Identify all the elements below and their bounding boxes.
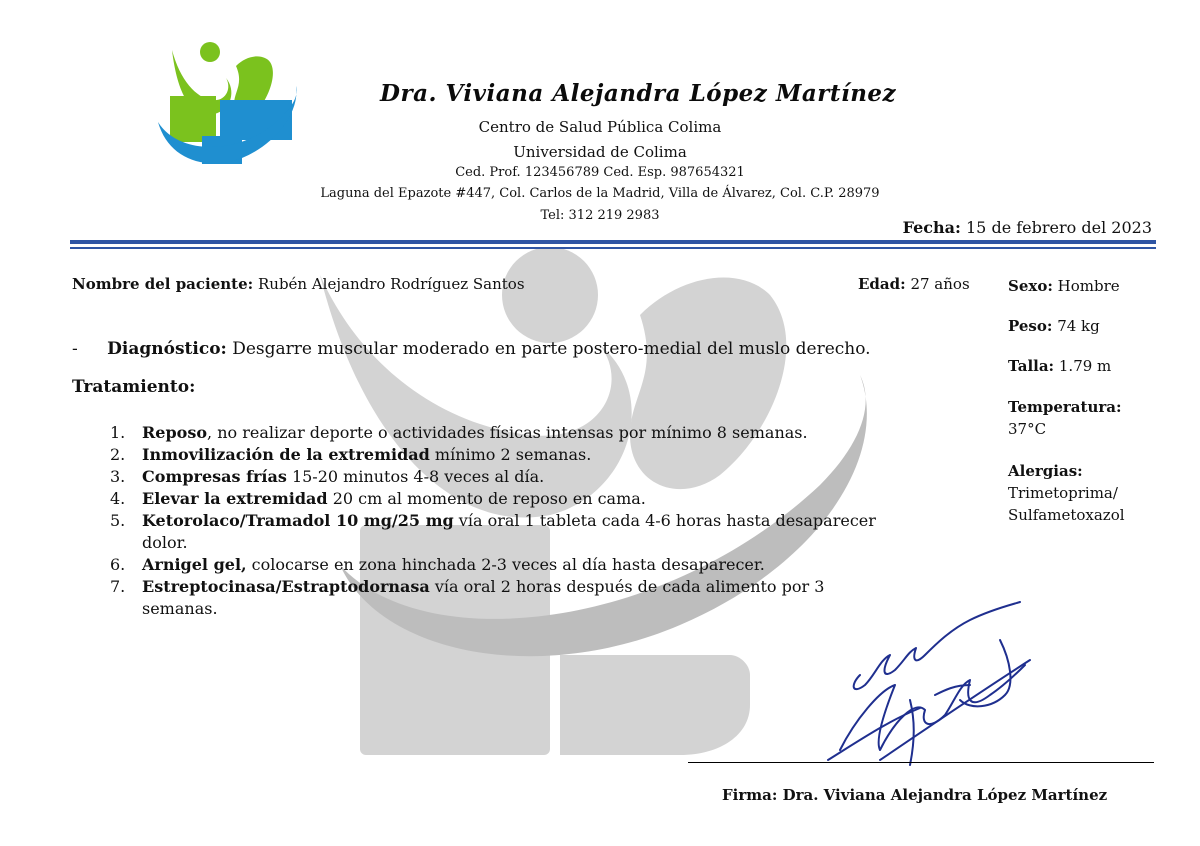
temperature-value: 37°C [1008, 420, 1047, 438]
treatment-item [110, 466, 900, 488]
treatment-item [110, 510, 900, 554]
patient-age [858, 275, 970, 293]
treatment-item-text: vía oral 1 tableta cada 4-6 horas hasta desaparecer dolor. [142, 511, 876, 552]
height-label: Talla: [1008, 357, 1055, 375]
treatment-item-text: mínimo 2 semanas. [429, 445, 592, 464]
treatment-item-number: 2. [110, 445, 126, 464]
date-value: 15 de febrero del 2023 [966, 218, 1152, 237]
clinic-address: Laguna del Epazote #447, Col. Carlos de la Madrid, Villa de Álvarez, Col. C.P. 28979 [320, 186, 880, 201]
clinic-phone: Tel: 312 219 2983 [540, 208, 660, 223]
signature-label: Firma: Dra. Viviana Alejandra López Martínez [722, 786, 1108, 804]
sex-value: Hombre [1057, 277, 1120, 295]
diagnosis-label: Diagnóstico: [107, 339, 227, 359]
treatment-item-name: Elevar la extremidad [142, 489, 328, 508]
treatment-item-number: 3. [110, 467, 126, 486]
treatment-item [110, 554, 900, 576]
treatment-item-name: Arnigel gel, [142, 555, 247, 574]
treatment-item-text: vía oral 2 horas después de cada alimento por 3 semanas. [142, 577, 825, 618]
date-label: Fecha: [902, 218, 961, 237]
patient-weight [1008, 315, 1100, 337]
treatment-item-text: 15-20 minutos 4-8 veces al día. [286, 467, 545, 486]
treatment-item-name: Ketorolaco/Tramadol 10 mg/25 mg [142, 511, 454, 530]
temperature-label: Temperatura: [1008, 398, 1122, 416]
sex-label: Sexo: [1008, 277, 1053, 295]
weight-label: Peso: [1008, 317, 1053, 335]
treatment-item [110, 422, 900, 444]
professional-ids: Ced. Prof. 123456789 Ced. Esp. 987654321 [455, 165, 745, 180]
treatment-item-name: Compresas frías [142, 467, 287, 486]
patient-name-label: Nombre del paciente: [72, 275, 254, 293]
patient-temperature [1008, 396, 1122, 440]
patient-allergies [1008, 460, 1125, 526]
treatment-item-text: , no realizar deporte o actividades físicas intensas por mínimo 8 semanas. [207, 423, 808, 442]
treatment-item-text: 20 cm al momento de reposo en cama. [327, 489, 646, 508]
age-label: Edad: [858, 275, 906, 293]
diagnosis-text: Desgarre muscular moderado en parte postero-medial del muslo derecho. [232, 339, 871, 359]
weight-value: 74 kg [1057, 317, 1100, 335]
patient-name-value: Rubén Alejandro Rodríguez Santos [257, 275, 525, 293]
treatment-item-number: 7. [110, 577, 126, 596]
treatment-item-number: 6. [110, 555, 126, 574]
treatment-item [110, 444, 900, 466]
treatment-title: Tratamiento: [72, 377, 196, 397]
header-rule-thin [70, 247, 1156, 249]
treatment-item-number: 1. [110, 423, 126, 442]
allergies-value-line1: Trimetoprima/ [1008, 484, 1118, 502]
signature-line [688, 762, 1154, 763]
diagnosis-bullet: - [72, 339, 78, 359]
treatment-list [110, 422, 900, 620]
age-value: 27 años [910, 275, 970, 293]
university-name: Universidad de Colima [513, 143, 687, 161]
treatment-item-name: Inmovilización de la extremidad [142, 445, 430, 464]
diagnosis [72, 339, 871, 359]
treatment-item-number: 4. [110, 489, 126, 508]
patient-height [1008, 355, 1111, 377]
treatment-item-name: Estreptocinasa/Estraptodornasa [142, 577, 430, 596]
center-name: Centro de Salud Pública Colima [478, 118, 722, 136]
treatment-item-number: 5. [110, 511, 126, 530]
header-rule-thick [70, 240, 1156, 244]
treatment-item [110, 576, 900, 620]
treatment-item-text: colocarse en zona hinchada 2-3 veces al día hasta desaparecer. [246, 555, 765, 574]
date [903, 218, 1152, 237]
patient-name [72, 275, 525, 293]
height-value: 1.79 m [1058, 357, 1112, 375]
allergies-value-line2: Sulfametoxazol [1008, 506, 1125, 524]
patient-sex [1008, 275, 1120, 297]
treatment-item [110, 488, 900, 510]
doctor-name: Dra. Viviana Alejandra López Martínez [380, 80, 897, 107]
allergies-label: Alergias: [1008, 462, 1083, 480]
treatment-item-name: Reposo [142, 423, 208, 442]
handwritten-signature [820, 600, 1040, 780]
